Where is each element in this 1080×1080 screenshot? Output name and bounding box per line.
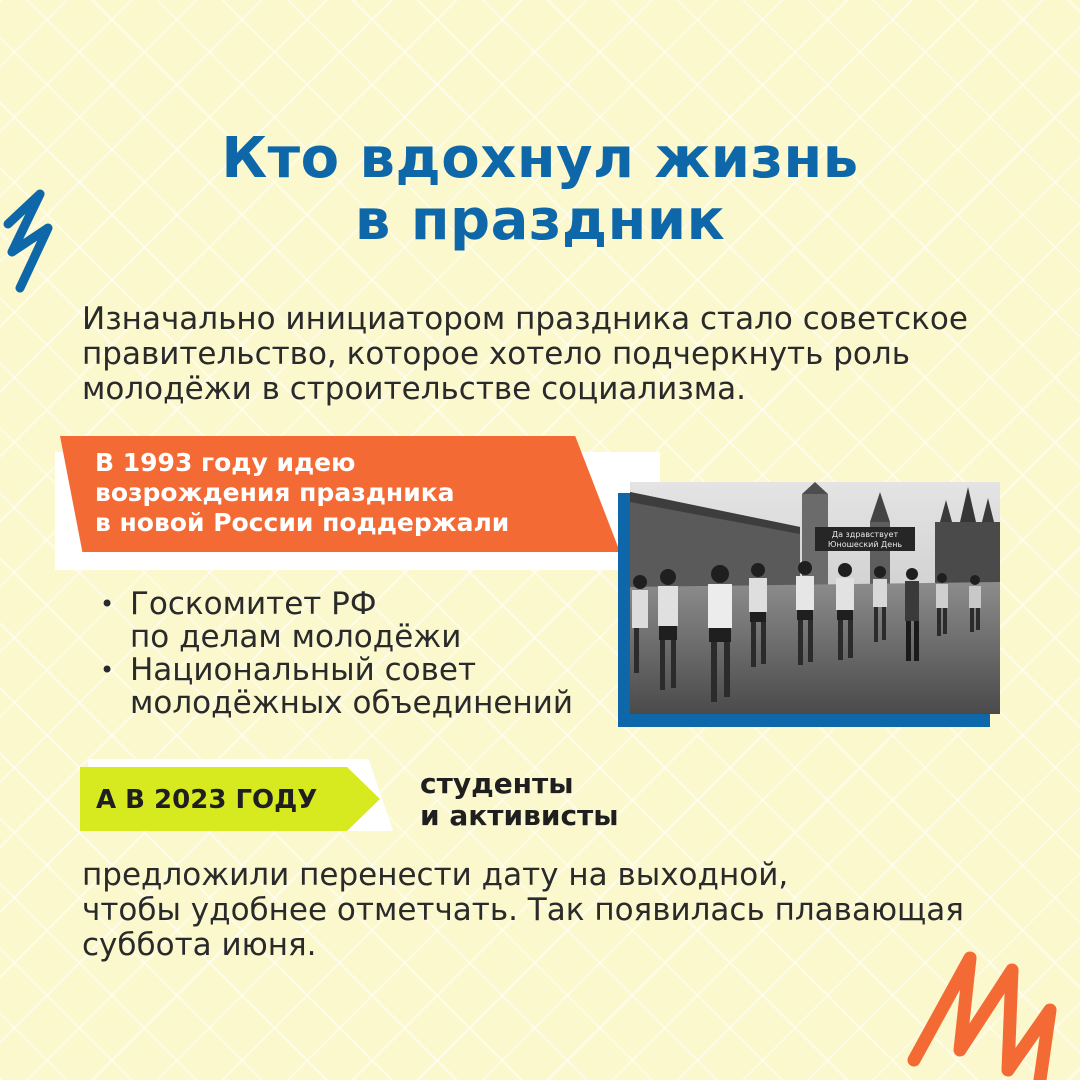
outro-line-1: предложили перенести дату на выходной,: [82, 857, 789, 893]
banner-text: [95, 448, 615, 538]
outro-paragraph: [82, 858, 1002, 963]
supporter-1-line-1: • Госкомитет РФ: [130, 586, 377, 622]
outro-line-2: чтобы удобнее отметчать. Так появилась плавающая: [82, 892, 964, 928]
year-badge-label: А В 2023 ГОДУ: [96, 785, 318, 815]
photo-banner-text-1: Да здравствует: [831, 530, 899, 539]
outro-line-3: суббота июня.: [82, 927, 317, 963]
page-title-line-2: в праздник: [354, 188, 726, 253]
actors-line-1: студенты: [420, 767, 574, 800]
actors-label: [420, 768, 619, 832]
supporter-2-line-1: • Национальный совет: [130, 652, 477, 688]
supporter-1-line-2: по делам молодёжи: [130, 619, 462, 655]
intro-paragraph: Изначально инициатором праздника стало советское правительство, которое хотело подчеркнуть роль молодёжи в строительстве социализма.: [82, 301, 968, 407]
page-title-line-1: Кто вдохнул жизнь: [221, 126, 859, 191]
page-title: [0, 128, 1080, 252]
supporters-list: [100, 588, 573, 720]
banner-line-3: в новой России поддержали: [95, 508, 510, 537]
banner-line-2: возрождения праздника: [95, 478, 455, 507]
historical-parade-photo: [630, 482, 1000, 714]
list-item: [100, 654, 573, 720]
list-item: [100, 588, 573, 654]
actors-line-2: и активисты: [420, 799, 619, 832]
supporter-2-line-2: молодёжных объединений: [130, 685, 574, 721]
photo-banner-text-2: Юношеский День: [827, 540, 903, 549]
banner-line-1: В 1993 году идею: [95, 448, 356, 477]
